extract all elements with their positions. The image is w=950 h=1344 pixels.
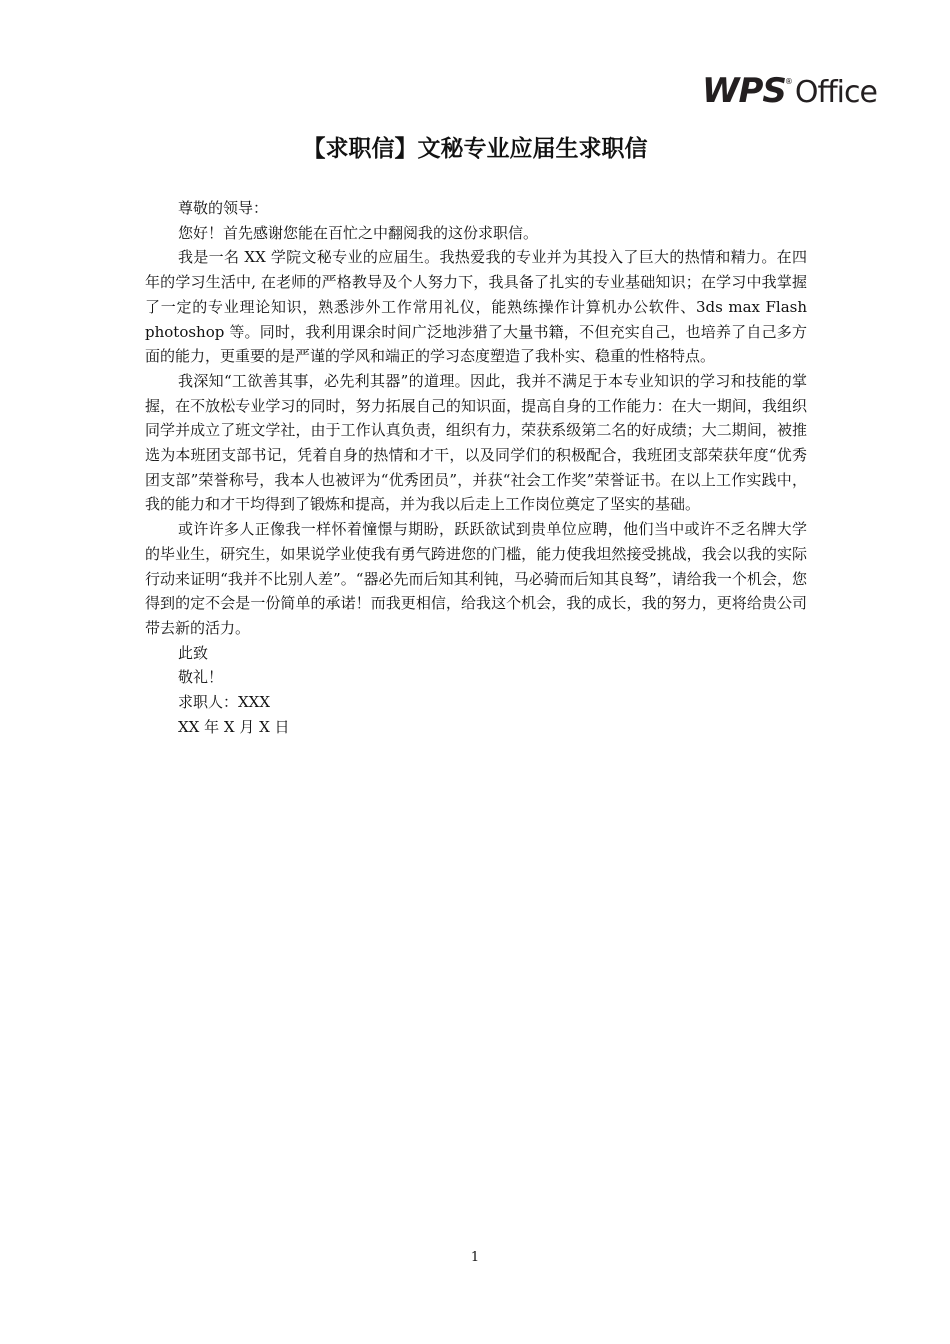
- wps-office-logo: [702, 66, 882, 116]
- letter-paragraph-3: 或许许多人正像我一样怀着憧憬与期盼，跃跃欲试到贵单位应聘，他们当中或许不乏名牌大学的毕业生，研究生，如果说学业使我有勇气跨进您的门槛，能力使我坦然接受挑战，我会以我的实际行动来证明“我并不比别人差”。“器必先而后知其利钝，马必骑而后知其良驽”，请给我一个机会，您得到的定不会是一份简单的承诺！而我更相信，给我这个机会，我的成长，我的努力，更将给贵公司带去新的活力。: [145, 520, 807, 637]
- letter-closing-2: 敬礼！: [178, 668, 224, 687]
- letter-salutation: 尊敬的领导：: [178, 199, 269, 217]
- letter-signature: 求职人：XXX: [178, 693, 271, 712]
- letter-greeting: 您好！首先感谢您能在百忙之中翻阅我的这份求职信。: [178, 223, 539, 242]
- letter-body: [145, 196, 807, 739]
- letter-date: XX 年 X 月 X 日: [178, 717, 290, 736]
- logo-wps-text: WPS: [702, 71, 786, 111]
- letter-paragraph-1: 我是一名 XX 学院文秘专业的应届生。我热爱我的专业并为其投入了巨大的热情和精力。在四年的学习生活中, 在老师的严格教导及个人努力下，我具备了扎实的专业基础知识；在学习中我掌握了一定的专业理论知识，熟悉涉外工作常用礼仪，能熟练操作计算机办公软件、3ds max Flash photoshop 等。同时，我利用课余时间广泛地涉猎了大量书籍，不但充实自己，也培养了自己多方面的能力，更重要的是严谨的学风和端正的学习态度塑造了我朴实、稳重的性格特点。: [145, 248, 807, 366]
- letter-paragraph-2: 我深知“工欲善其事，必先利其器”的道理。因此，我并不满足于本专业知识的学习和技能的掌握，在不放松专业学习的同时，努力拓展自己的知识面，提高自身的工作能力：在大一期间，我组织同学并成立了班文学社，由于工作认真负责，组织有力，荣获系级第二名的好成绩；大二期间，被推选为本班团支部书记，凭着自身的热情和才干，以及同学们的积极配合，我班团支部荣获年度“优秀团支部”荣誉称号，我本人也被评为“优秀团员”，并获“社会工作奖”荣誉证书。在以上工作实践中，我的能力和才干均得到了锻炼和提高，并为我以后走上工作岗位奠定了坚实的基础。: [145, 371, 807, 514]
- logo-office-text: Office: [794, 75, 877, 110]
- logo-registered-mark: ®: [784, 77, 793, 86]
- page-number: 1: [470, 1250, 480, 1265]
- letter-closing-1: 此致: [178, 643, 209, 662]
- document-title: 【求职信】文秘专业应届生求职信: [302, 136, 648, 162]
